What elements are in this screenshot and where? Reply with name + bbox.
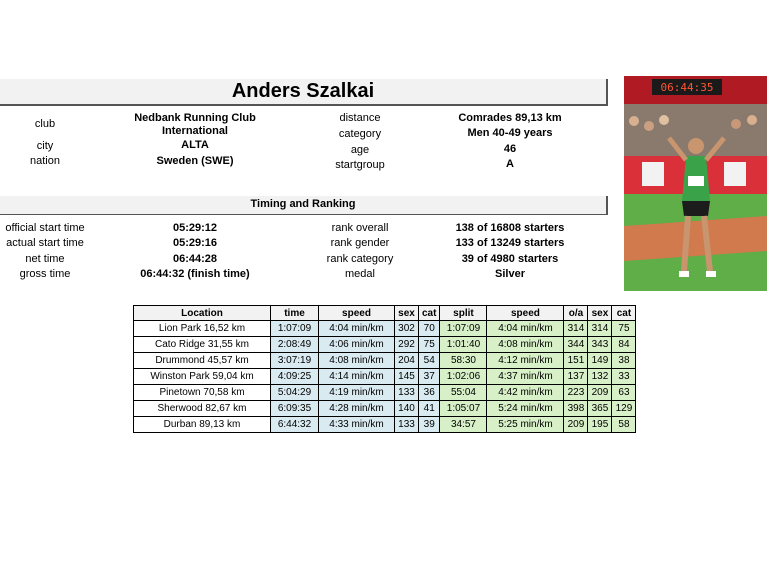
cell-time: 3:07:19 <box>271 353 319 369</box>
cell-speed: 4:14 min/km <box>319 369 395 385</box>
cell-oa: 314 <box>564 321 588 337</box>
cell-split-speed: 4:08 min/km <box>487 337 564 353</box>
cell-oa: 151 <box>564 353 588 369</box>
cell-location: Cato Ridge 31,55 km <box>134 337 271 353</box>
nation-label: nation <box>30 155 60 167</box>
table-row <box>134 385 636 401</box>
city-label: city <box>36 140 54 152</box>
cell-split-sex: 132 <box>588 369 612 385</box>
cell-split-cat: 84 <box>612 337 636 353</box>
medal-label: medal <box>345 268 375 280</box>
official-start-value: 05:29:12 <box>172 222 218 234</box>
cell-split-cat: 129 <box>612 401 636 417</box>
cell-cat: 36 <box>419 385 440 401</box>
cell-time: 4:09:25 <box>271 369 319 385</box>
table-row <box>134 321 636 337</box>
cell-sex: 292 <box>395 337 419 353</box>
nation-value: Sweden (SWE) <box>156 155 234 167</box>
net-time-label: net time <box>25 253 65 265</box>
cell-oa: 209 <box>564 417 588 433</box>
rank-overall-label: rank overall <box>331 222 389 234</box>
timing-ranking-header <box>0 196 608 215</box>
cell-split-cat: 33 <box>612 369 636 385</box>
category-label: category <box>338 128 382 140</box>
cell-location: Winston Park 59,04 km <box>134 369 271 385</box>
distance-label: distance <box>339 112 381 124</box>
cell-split-cat: 63 <box>612 385 636 401</box>
cell-oa: 223 <box>564 385 588 401</box>
cell-split: 1:07:09 <box>440 321 487 337</box>
cell-time: 6:44:32 <box>271 417 319 433</box>
cell-sex: 145 <box>395 369 419 385</box>
cell-split-cat: 75 <box>612 321 636 337</box>
cell-split-cat: 58 <box>612 417 636 433</box>
startgroup-label: startgroup <box>335 159 385 171</box>
cell-sex: 133 <box>395 385 419 401</box>
age-label: age <box>350 144 370 156</box>
club-label: club <box>34 118 56 130</box>
cell-cat: 39 <box>419 417 440 433</box>
rank-gender-value: 133 of 13249 starters <box>455 237 565 249</box>
city-value: ALTA <box>181 139 209 151</box>
cell-oa: 398 <box>564 401 588 417</box>
cell-speed: 4:04 min/km <box>319 321 395 337</box>
cell-time: 1:07:09 <box>271 321 319 337</box>
section-title: Timing and Ranking <box>250 198 356 210</box>
table-row <box>134 353 636 369</box>
col-time: time <box>271 306 319 321</box>
cell-split-sex: 343 <box>588 337 612 353</box>
splits-table <box>133 305 636 433</box>
cell-speed: 4:28 min/km <box>319 401 395 417</box>
cell-speed: 4:19 min/km <box>319 385 395 401</box>
cell-time: 2:08:49 <box>271 337 319 353</box>
cell-split: 1:05:07 <box>440 401 487 417</box>
cell-split-speed: 4:42 min/km <box>487 385 564 401</box>
cell-split-sex: 209 <box>588 385 612 401</box>
cell-sex: 204 <box>395 353 419 369</box>
name-header <box>0 79 608 106</box>
category-value: Men 40-49 years <box>467 127 553 139</box>
col-location: Location <box>134 306 271 321</box>
cell-speed: 4:08 min/km <box>319 353 395 369</box>
cell-split: 34:57 <box>440 417 487 433</box>
cell-location: Pinetown 70,58 km <box>134 385 271 401</box>
cell-cat: 54 <box>419 353 440 369</box>
col-oa: o/a <box>564 306 588 321</box>
cell-split: 1:02:06 <box>440 369 487 385</box>
col-split-sex: sex <box>588 306 612 321</box>
finish-photo-illustration <box>624 76 767 291</box>
actual-start-value: 05:29:16 <box>172 237 218 249</box>
cell-location: Lion Park 16,52 km <box>134 321 271 337</box>
cell-cat: 37 <box>419 369 440 385</box>
startgroup-value: A <box>506 158 514 170</box>
age-value: 46 <box>503 143 517 155</box>
cell-speed: 4:06 min/km <box>319 337 395 353</box>
cell-split: 55:04 <box>440 385 487 401</box>
cell-split-speed: 4:04 min/km <box>487 321 564 337</box>
splits-header-row <box>134 306 636 321</box>
cell-split-sex: 195 <box>588 417 612 433</box>
col-split-cat: cat <box>612 306 636 321</box>
cell-split-speed: 5:25 min/km <box>487 417 564 433</box>
athlete-name: Anders Szalkai <box>231 80 375 102</box>
cell-time: 6:09:35 <box>271 401 319 417</box>
official-start-label: official start time <box>5 222 85 234</box>
cell-split-cat: 38 <box>612 353 636 369</box>
race-clock: 06:44:35 <box>660 81 714 94</box>
col-cat: cat <box>419 306 440 321</box>
rank-category-value: 39 of 4980 starters <box>461 253 559 265</box>
gross-time-label: gross time <box>19 268 71 280</box>
cell-split-sex: 314 <box>588 321 612 337</box>
cell-cat: 70 <box>419 321 440 337</box>
gross-time-value: 06:44:32 (finish time) <box>140 268 250 280</box>
cell-sex: 133 <box>395 417 419 433</box>
cell-time: 5:04:29 <box>271 385 319 401</box>
cell-speed: 4:33 min/km <box>319 417 395 433</box>
table-row <box>134 337 636 353</box>
cell-location: Durban 89,13 km <box>134 417 271 433</box>
table-row <box>134 417 636 433</box>
medal-value: Silver <box>495 268 525 280</box>
col-split-speed: speed <box>487 306 564 321</box>
col-speed: speed <box>319 306 395 321</box>
finish-photo <box>624 76 767 291</box>
cell-location: Drummond 45,57 km <box>134 353 271 369</box>
cell-split-sex: 149 <box>588 353 612 369</box>
rank-overall-value: 138 of 16808 starters <box>455 222 565 234</box>
table-row <box>134 401 636 417</box>
rank-gender-label: rank gender <box>330 237 390 249</box>
cell-oa: 344 <box>564 337 588 353</box>
cell-oa: 137 <box>564 369 588 385</box>
col-split: split <box>440 306 487 321</box>
distance-value: Comrades 89,13 km <box>458 112 562 124</box>
cell-split-sex: 365 <box>588 401 612 417</box>
cell-split-speed: 4:37 min/km <box>487 369 564 385</box>
club-value: Nedbank Running Club International <box>134 112 256 137</box>
cell-cat: 75 <box>419 337 440 353</box>
actual-start-label: actual start time <box>6 237 84 249</box>
table-row <box>134 369 636 385</box>
net-time-value: 06:44:28 <box>172 253 218 265</box>
cell-sex: 302 <box>395 321 419 337</box>
rank-category-label: rank category <box>326 253 394 265</box>
cell-split-speed: 5:24 min/km <box>487 401 564 417</box>
cell-split: 1:01:40 <box>440 337 487 353</box>
cell-cat: 41 <box>419 401 440 417</box>
cell-split: 58:30 <box>440 353 487 369</box>
col-sex: sex <box>395 306 419 321</box>
cell-sex: 140 <box>395 401 419 417</box>
cell-split-speed: 4:12 min/km <box>487 353 564 369</box>
cell-location: Sherwood 82,67 km <box>134 401 271 417</box>
